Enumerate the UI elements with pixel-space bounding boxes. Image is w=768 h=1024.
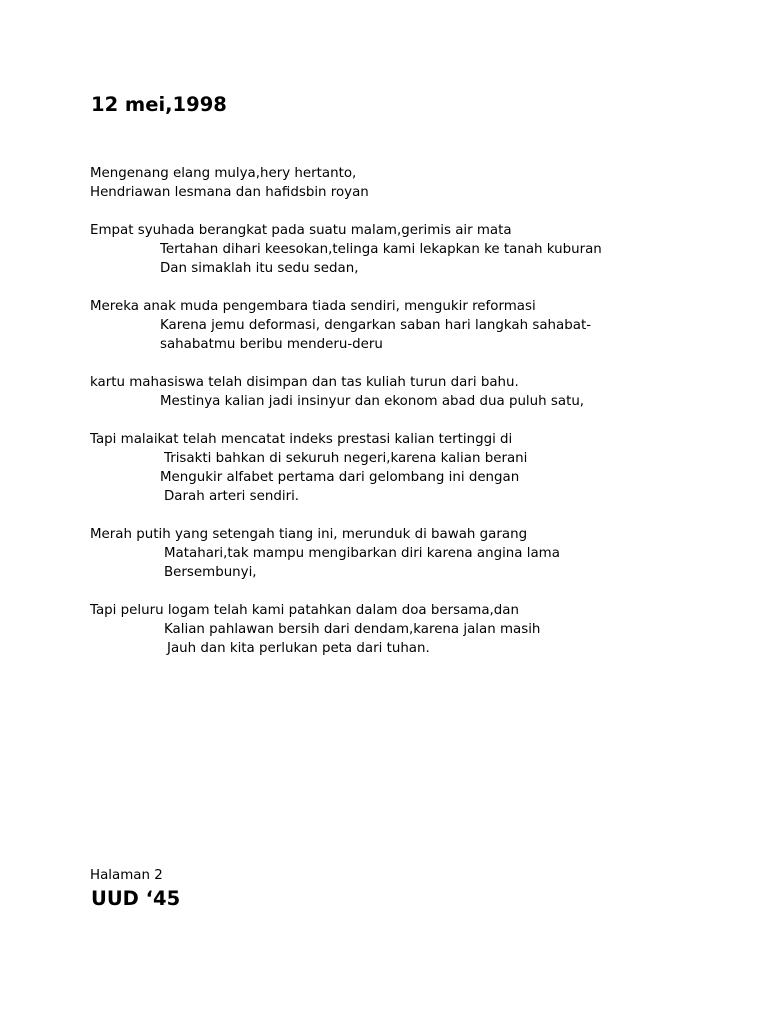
stanza-line: Darah arteri sendiri. bbox=[164, 489, 300, 504]
stanza-line: Tertahan dihari keesokan,telinga kami lekapkan ke tanah kuburan bbox=[160, 242, 602, 257]
poem-body bbox=[90, 164, 710, 677]
stanza-3 bbox=[90, 373, 710, 411]
stanza-line: Merah putih yang setengah tiang ini, merunduk di bawah garang bbox=[90, 527, 528, 542]
stanza-line: Karena jemu deformasi, dengarkan saban hari langkah sahabat- bbox=[160, 318, 592, 333]
stanza-6 bbox=[90, 601, 710, 658]
dedication bbox=[90, 164, 710, 202]
stanza-line: Trisakti bahkan di sekuruh negeri,karena kalian berani bbox=[164, 451, 528, 466]
stanza-line: sahabatmu beribu menderu-deru bbox=[160, 337, 383, 352]
stanza-line: Matahari,tak mampu mengibarkan diri karena angina lama bbox=[164, 546, 560, 561]
page-number-label: Halaman 2 bbox=[90, 868, 163, 883]
stanza-line: Mereka anak muda pengembara tiada sendiri, mengukir reformasi bbox=[90, 299, 536, 314]
stanza-line: Mengukir alfabet pertama dari gelombang ini dengan bbox=[160, 470, 520, 485]
stanza-line: Bersembunyi, bbox=[164, 565, 257, 580]
dedication-line: Mengenang elang mulya,hery hertanto, bbox=[90, 166, 357, 181]
poem-title: 12 mei,1998 bbox=[91, 93, 227, 116]
stanza-2 bbox=[90, 297, 710, 354]
dedication-line: Hendriawan lesmana dan hafidsbin royan bbox=[90, 185, 369, 200]
stanza-line: Jauh dan kita perlukan peta dari tuhan. bbox=[167, 641, 430, 656]
stanza-4 bbox=[90, 430, 710, 506]
stanza-line: Kalian pahlawan bersih dari dendam,karena jalan masih bbox=[164, 622, 541, 637]
stanza-line: Dan simaklah itu sedu sedan, bbox=[160, 261, 359, 276]
stanza-line: Tapi peluru logam telah kami patahkan dalam doa bersama,dan bbox=[90, 603, 519, 618]
stanza-line: kartu mahasiswa telah disimpan dan tas kuliah turun dari bahu. bbox=[90, 375, 519, 390]
stanza-line: Tapi malaikat telah mencatat indeks prestasi kalian tertinggi di bbox=[90, 432, 513, 447]
next-poem-title: UUD ‘45 bbox=[91, 887, 181, 910]
stanza-5 bbox=[90, 525, 710, 582]
stanza-line: Empat syuhada berangkat pada suatu malam,gerimis air mata bbox=[90, 223, 512, 238]
stanza-1 bbox=[90, 221, 710, 278]
stanza-line: Mestinya kalian jadi insinyur dan ekonom abad dua puluh satu, bbox=[160, 394, 585, 409]
